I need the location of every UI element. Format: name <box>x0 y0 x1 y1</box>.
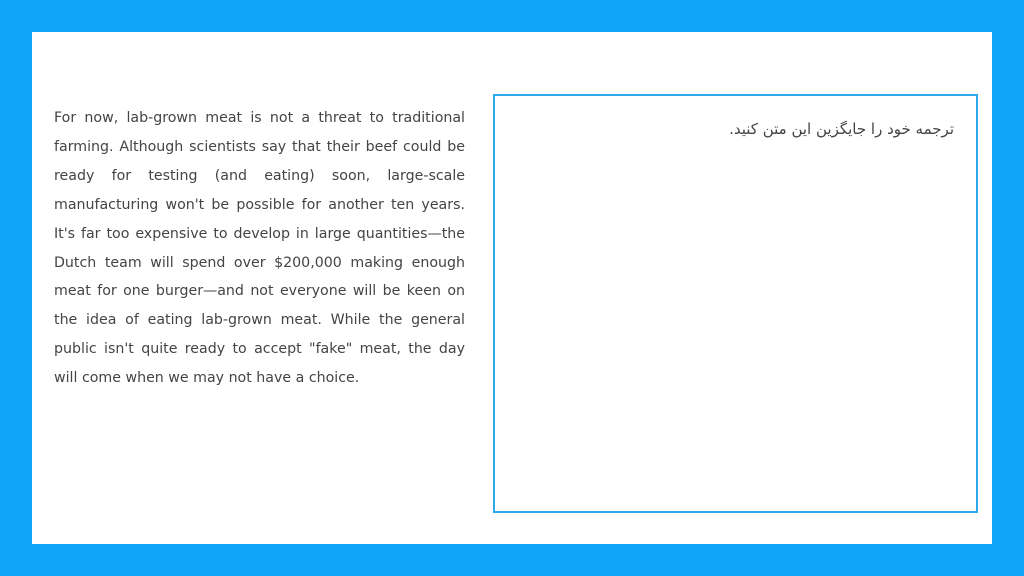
source-paragraph: For now, lab-grown meat is not a threat to traditional farming. Although scientists say that their beef could be ready for testing (and eating) soon, large-scale manufacturing won't be possible for another ten years. It's far too expensive to develop in large quantities—the Dutch team will spend over $200,000 making enough meat for one burger—and not everyone will be keen on the idea of eating lab-grown meat. While the general public isn't quite ready to accept "fake" meat, the day will come when we may not have a choice. <box>54 110 465 387</box>
translation-box[interactable] <box>493 94 978 513</box>
slide <box>32 32 992 544</box>
translation-placeholder-text[interactable]: ترجمه خود را جایگزین این متن کنید. <box>729 120 954 138</box>
